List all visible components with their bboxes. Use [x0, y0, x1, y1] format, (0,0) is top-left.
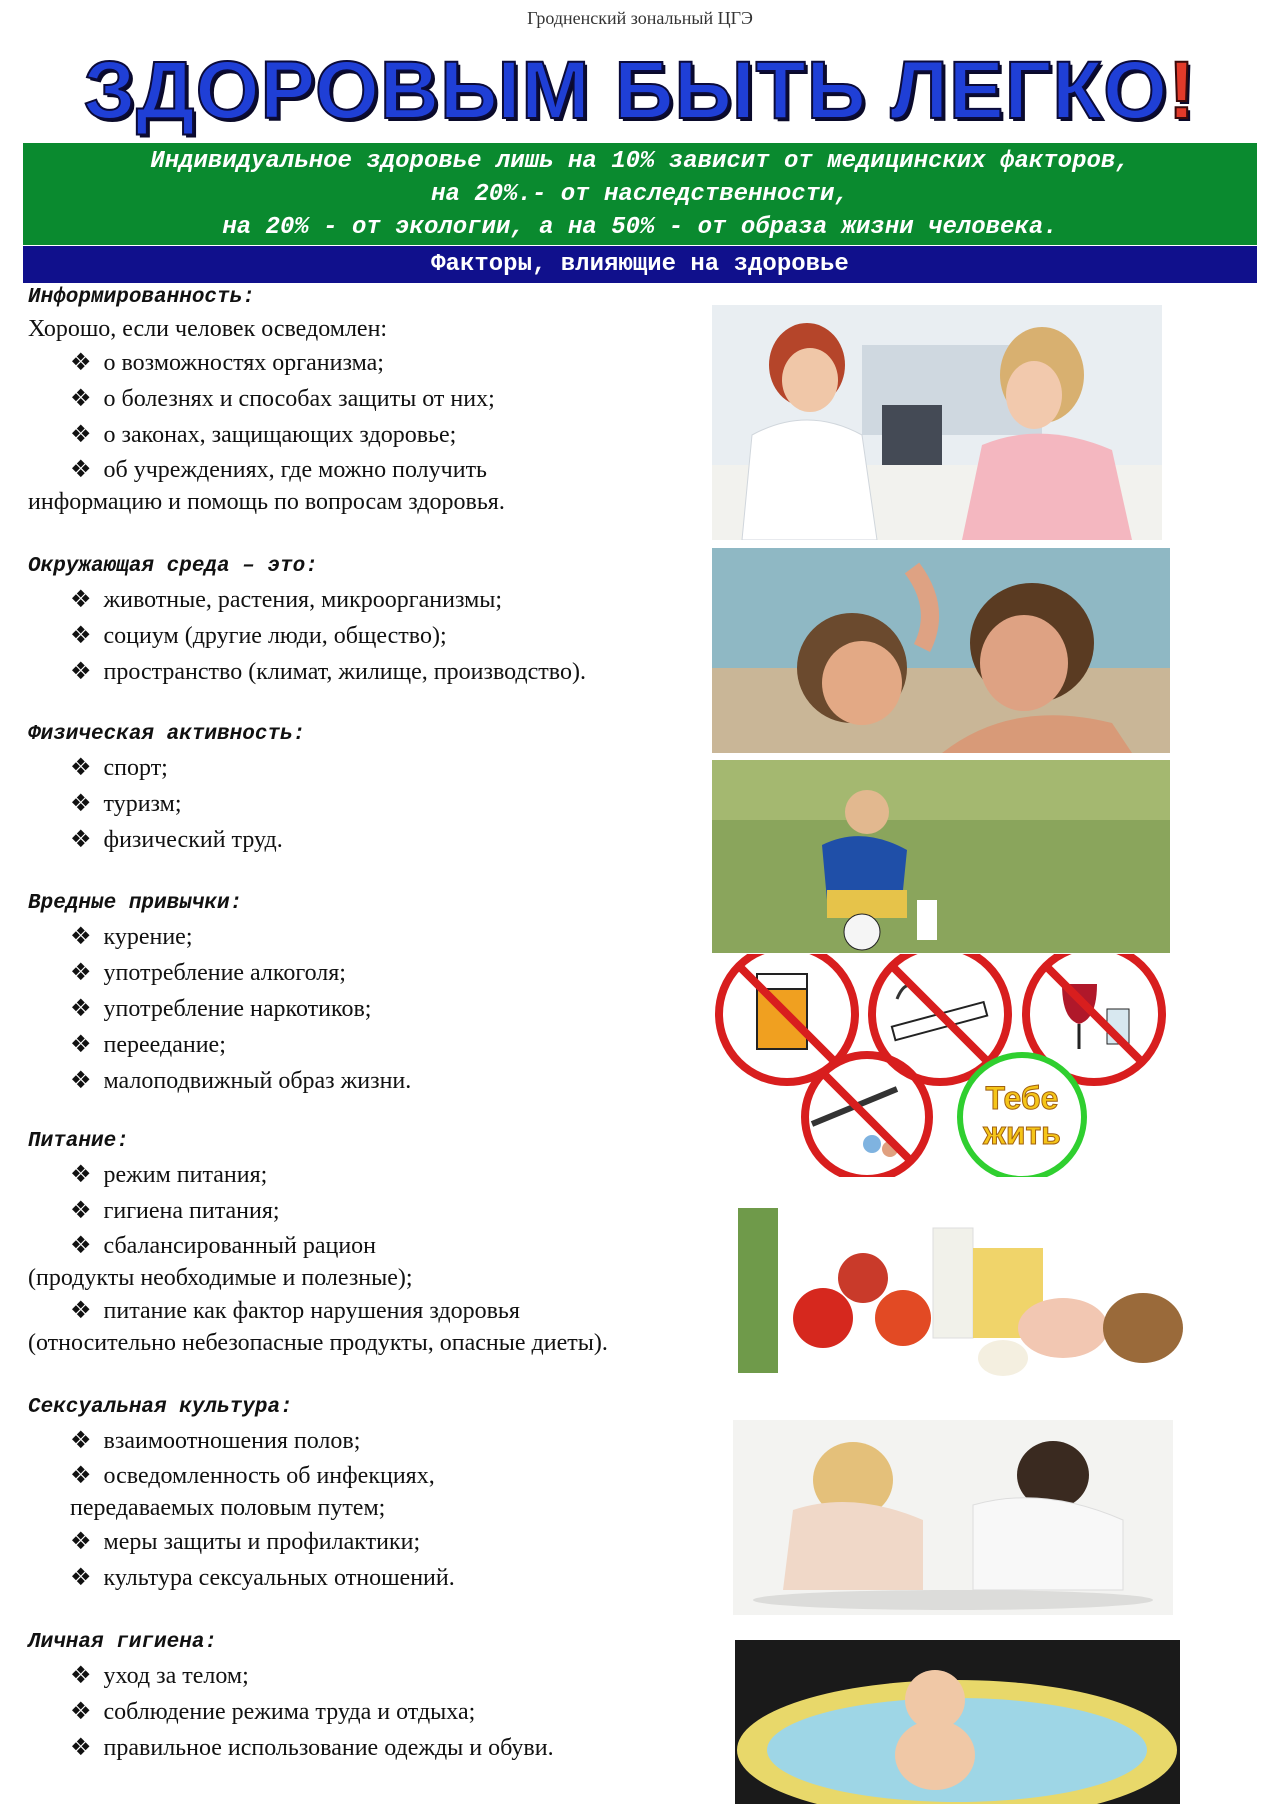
baby-pool-photo [735, 1640, 1180, 1804]
diamond-bullet-icon: ❖ [70, 455, 92, 483]
list-item: ❖ гигиена питания; [70, 1196, 280, 1224]
list-item: ❖ осведомленность об инфекциях, [70, 1461, 435, 1489]
banner-line-2: на 20%.- от наследственности, [431, 181, 849, 208]
list-item: ❖ туризм; [70, 789, 182, 817]
factors-title: Факторы, влияющие на здоровье [23, 246, 1257, 283]
diamond-bullet-icon: ❖ [70, 1066, 92, 1094]
section-sexual-culture [28, 1393, 718, 1596]
diamond-bullet-icon: ❖ [70, 1461, 92, 1489]
doctor-consultation-photo [712, 305, 1162, 540]
list-item: ❖ взаимоотношения полов; [70, 1426, 361, 1454]
list-item: ❖ об учреждениях, где можно получить [70, 455, 487, 483]
list-item: ❖ культура сексуальных отношений. [70, 1563, 455, 1591]
section-bad-habits [28, 889, 718, 1099]
list-item: ❖ малоподвижный образ жизни. [70, 1066, 412, 1094]
list-item: ❖ социум (другие люди, общество); [70, 621, 447, 649]
diamond-bullet-icon: ❖ [70, 420, 92, 448]
list-item-continuation: (продукты необходимые и полезные); [28, 1265, 413, 1291]
list-item: ❖ курение; [70, 922, 193, 950]
diamond-bullet-icon: ❖ [70, 1733, 92, 1761]
list-item: ❖ пространство (климат, жилище, производство). [70, 657, 586, 685]
list-item-continuation: передаваемых половым путем; [70, 1495, 386, 1521]
list-item: ❖ режим питания; [70, 1160, 268, 1188]
list-item: ❖ сбалансированный рацион [70, 1231, 377, 1259]
section-heading: Окружающая среда – это: [28, 555, 318, 578]
section-heading: Питание: [28, 1130, 129, 1153]
list-item: ❖ спорт; [70, 753, 168, 781]
list-item-continuation: (относительно небезопасные продукты, опасные диеты). [28, 1330, 608, 1356]
diamond-bullet-icon: ❖ [70, 789, 92, 817]
diamond-bullet-icon: ❖ [70, 1563, 92, 1591]
health-percent-banner [23, 143, 1257, 245]
list-item: ❖ питание как фактор нарушения здоровья [70, 1296, 520, 1324]
list-item: ❖ животные, растения, микроорганизмы; [70, 585, 503, 613]
diamond-bullet-icon: ❖ [70, 1661, 92, 1689]
diamond-bullet-icon: ❖ [70, 1296, 92, 1324]
list-item: ❖ переедание; [70, 1030, 226, 1058]
diamond-bullet-icon: ❖ [70, 585, 92, 613]
diamond-bullet-icon: ❖ [70, 657, 92, 685]
section-heading: Личная гигиена: [28, 1631, 218, 1654]
list-item: ❖ употребление алкоголя; [70, 958, 346, 986]
diamond-bullet-icon: ❖ [70, 1231, 92, 1259]
badge-line-1: Тебе [985, 1080, 1059, 1116]
section-environment [28, 552, 718, 690]
section-heading: Информированность: [28, 286, 255, 309]
beach-family-photo [712, 548, 1170, 753]
diamond-bullet-icon: ❖ [70, 1030, 92, 1058]
diamond-bullet-icon: ❖ [70, 825, 92, 853]
diamond-bullet-icon: ❖ [70, 1697, 92, 1725]
section-nutrition [28, 1127, 718, 1359]
section-physical-activity [28, 720, 718, 858]
banner-line-3: на 20% - от экологии, а на 50% - от образа жизни человека. [222, 214, 1058, 241]
list-item: ❖ соблюдение режима труда и отдыха; [70, 1697, 476, 1725]
diamond-bullet-icon: ❖ [70, 922, 92, 950]
section-heading: Физическая активность: [28, 723, 306, 746]
section-personal-hygiene [28, 1628, 718, 1766]
list-item: ❖ о возможностях организма; [70, 348, 384, 376]
diamond-bullet-icon: ❖ [70, 1160, 92, 1188]
diamond-bullet-icon: ❖ [70, 1426, 92, 1454]
list-item: ❖ правильное использование одежды и обуви. [70, 1733, 554, 1761]
list-item: ❖ меры защиты и профилактики; [70, 1527, 421, 1555]
diamond-bullet-icon: ❖ [70, 958, 92, 986]
title-exclamation: ! [1167, 45, 1197, 136]
list-item: ❖ употребление наркотиков; [70, 994, 372, 1022]
list-item: ❖ о болезнях и способах защиты от них; [70, 384, 495, 412]
child-football-photo [712, 760, 1170, 953]
title-text: ЗДОРОВЫМ БЫТЬ ЛЕГКО [83, 45, 1168, 136]
page-title [0, 45, 1280, 136]
diamond-bullet-icon: ❖ [70, 384, 92, 412]
prohibition-signs [712, 954, 1170, 1177]
list-item-continuation: информацию и помощь по вопросам здоровья. [28, 489, 505, 515]
diamond-bullet-icon: ❖ [70, 1527, 92, 1555]
diamond-bullet-icon: ❖ [70, 348, 92, 376]
live-badge-icon [960, 1055, 1084, 1177]
diamond-bullet-icon: ❖ [70, 994, 92, 1022]
diamond-bullet-icon: ❖ [70, 1196, 92, 1224]
section-intro: Хорошо, если человек осведомлен: [28, 316, 388, 342]
list-item: ❖ уход за телом; [70, 1661, 249, 1689]
diamond-bullet-icon: ❖ [70, 621, 92, 649]
section-heading: Сексуальная культура: [28, 1396, 293, 1419]
section-information [28, 283, 718, 518]
list-item: ❖ физический труд. [70, 825, 283, 853]
diamond-bullet-icon: ❖ [70, 753, 92, 781]
list-item: ❖ о законах, защищающих здоровье; [70, 420, 457, 448]
couple-photo [733, 1420, 1173, 1615]
banner-line-1: Индивидуальное здоровье лишь на 10% зависит от медицинских факторов, [150, 148, 1130, 175]
healthy-food-photo [733, 1198, 1185, 1383]
section-heading: Вредные привычки: [28, 892, 243, 915]
badge-line-2: жить [983, 1115, 1061, 1151]
organization-name: Гродненский зональный ЦГЭ [527, 8, 753, 28]
